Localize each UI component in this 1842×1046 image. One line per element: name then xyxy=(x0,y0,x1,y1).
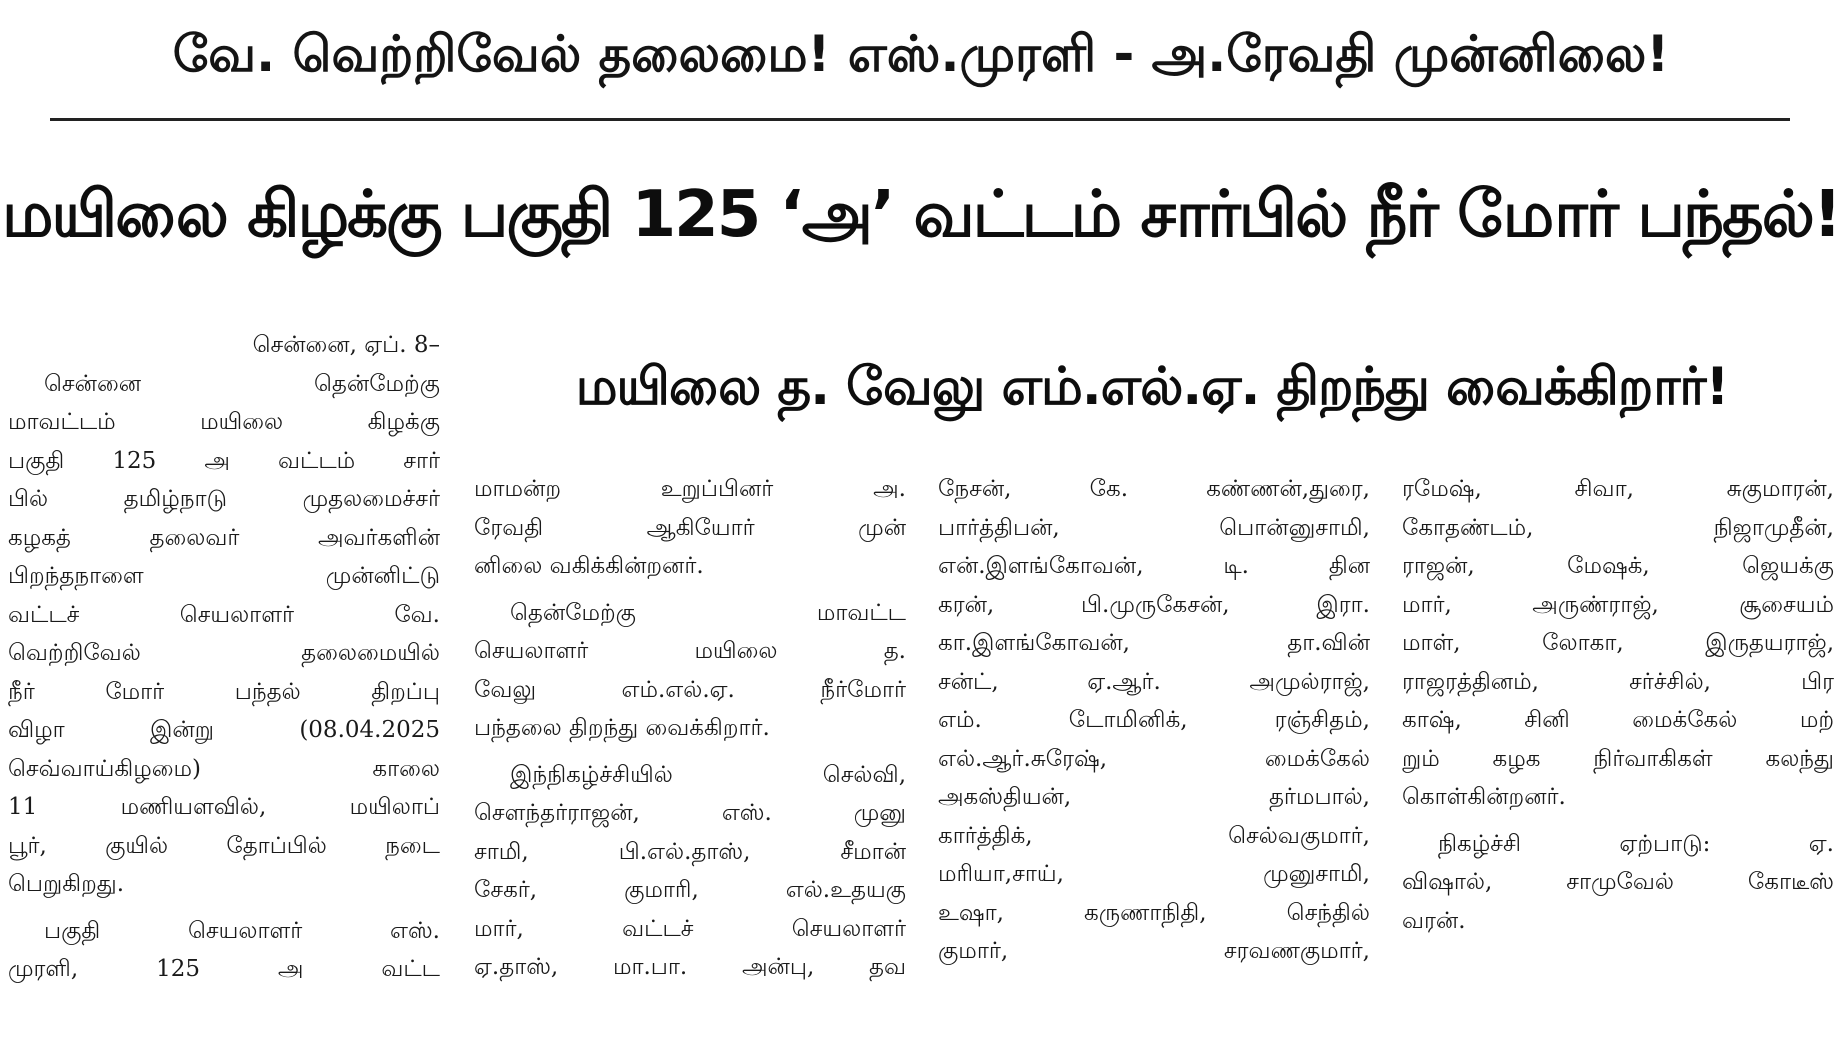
text-line: ஏ.தாஸ், மா.பா. அன்பு, தவ xyxy=(474,954,906,980)
article-column-2 xyxy=(474,470,906,987)
text-line: ரமேஷ், சிவா, சுகுமாரன், xyxy=(1402,476,1834,502)
text-line: தென்மேற்கு மாவட்ட xyxy=(510,599,906,626)
text-line: என்.இளங்கோவன், டி. தின xyxy=(938,553,1370,579)
text-line: செயலாளர் மயிலை த. xyxy=(474,638,906,664)
text-line: எம். டோமினிக், ரஞ்சிதம், xyxy=(938,707,1370,733)
text-line: 11 மணியளவில், மயிலாப் xyxy=(8,794,440,820)
text-line: பூர், குயில் தோப்பில் நடை xyxy=(8,832,440,859)
text-line: றும் கழக நிர்வாகிகள் கலந்து xyxy=(1402,745,1834,772)
text-line: பிறந்தநாளை முன்னிட்டு xyxy=(8,563,440,589)
text-line: ராஜரத்தினம், சர்ச்சில், பிர xyxy=(1402,668,1834,695)
text-line: காஷ், சினி மைக்கேல் மற் xyxy=(1402,707,1834,733)
text-line: வரன். xyxy=(1402,907,1466,934)
text-line: பகுதி 125 அ வட்டம் சார் xyxy=(8,447,440,474)
text-line: பகுதி செயலாளர் எஸ். xyxy=(44,917,440,944)
text-line: சௌந்தர்ராஜன், எஸ். முனு xyxy=(474,800,906,826)
text-line: நேசன், கே. கண்ணன்,துரை, xyxy=(938,476,1370,502)
text-line: கரன், பி.முருகேசன், இரா. xyxy=(938,591,1370,618)
text-line: பில் தமிழ்நாடு முதலமைச்சர் xyxy=(8,486,440,512)
text-line: பெறுகிறது. xyxy=(8,871,124,897)
text-line: சாமி, பி.எல்.தாஸ், சீமான் xyxy=(474,838,906,865)
text-line: அகஸ்தியன், தர்மபால், xyxy=(938,784,1370,810)
text-line: நீர் மோர் பந்தல் திறப்பு xyxy=(8,678,440,705)
text-line: சன்ட், ஏ.ஆர். அமுல்ராஜ், xyxy=(938,668,1370,695)
text-line: கா.இளங்கோவன், தா.வின் xyxy=(938,630,1370,656)
text-line: எல்.ஆர்.சுரேஷ், மைக்கேல் xyxy=(938,745,1370,772)
text-line: விஷால், சாமுவேல் கோடீஸ் xyxy=(1402,869,1834,895)
text-line: மார், அருண்ராஜ், சூசையம் xyxy=(1402,591,1834,618)
text-line: மாவட்டம் மயிலை கிழக்கு xyxy=(8,409,440,435)
text-line: உஷா, கருணாநிதி, செந்தில் xyxy=(938,899,1370,926)
divider-rule xyxy=(50,118,1790,121)
text-line: னிலை வகிக்கின்றனர். xyxy=(474,553,704,579)
text-line: குமார், சரவணகுமார், xyxy=(938,938,1370,964)
text-line: செவ்வாய்கிழமை) காலை xyxy=(8,755,440,782)
text-line: இந்நிகழ்ச்சியில் செல்வி, xyxy=(510,761,906,788)
text-line: கழகத் தலைவர் அவர்களின் xyxy=(8,524,440,551)
text-line: கார்த்திக், செல்வகுமார், xyxy=(938,822,1370,849)
text-line: ராஜன், மேஷக், ஜெயக்கு xyxy=(1402,553,1834,579)
text-line: வேலு எம்.எல்.ஏ. நீர்மோர் xyxy=(474,676,906,703)
text-line: கொள்கின்றனர். xyxy=(1402,784,1566,810)
text-line: முரளி, 125 அ வட்ட xyxy=(8,956,440,982)
text-line: விழா இன்று (08.04.2025 xyxy=(8,717,440,743)
article-column-4 xyxy=(1402,470,1834,940)
text-line: மாமன்ற உறுப்பினர் அ. xyxy=(474,476,906,502)
text-line: வெற்றிவேல் தலைமையில் xyxy=(8,640,440,666)
article-column-3 xyxy=(938,470,1370,971)
text-line: ரேவதி ஆகியோர் முன் xyxy=(474,514,906,541)
dateline: சென்னை, ஏப். 8– xyxy=(252,332,440,358)
text-line: நிகழ்ச்சி ஏற்பாடு: ஏ. xyxy=(1438,830,1834,857)
article-column-1 xyxy=(8,326,440,989)
kicker-headline: வே. வெற்றிவேல் தலைமை! எஸ்.முரளி - அ.ரேவதி முன்னிலை! xyxy=(172,25,1670,83)
text-line: பார்த்திபன், பொன்னுசாமி, xyxy=(938,514,1370,541)
text-line: வட்டச் செயலாளர் வே. xyxy=(8,601,440,628)
text-line: பந்தலை திறந்து வைக்கிறார். xyxy=(474,715,770,741)
text-line: சேகர், குமாரி, எல்.உதயகு xyxy=(474,877,906,903)
text-line: மாள், லோகா, இருதயராஜ், xyxy=(1402,630,1834,656)
main-headline: மயிலை கிழக்கு பகுதி 125 ‘அ’ வட்டம் சார்பில் நீர் மோர் பந்தல்! xyxy=(1,178,1841,252)
text-line: மரியா,சாய், முனுசாமி, xyxy=(938,861,1370,887)
text-line: மார், வட்டச் செயலாளர் xyxy=(474,915,906,942)
sub-headline: மயிலை த. வேலு எம்.எல்.ஏ. திறந்து வைக்கிறார்! xyxy=(575,357,1729,417)
text-line: சென்னை தென்மேற்கு xyxy=(44,370,440,397)
text-line: கோதண்டம், நிஜாமுதீன், xyxy=(1402,514,1834,541)
